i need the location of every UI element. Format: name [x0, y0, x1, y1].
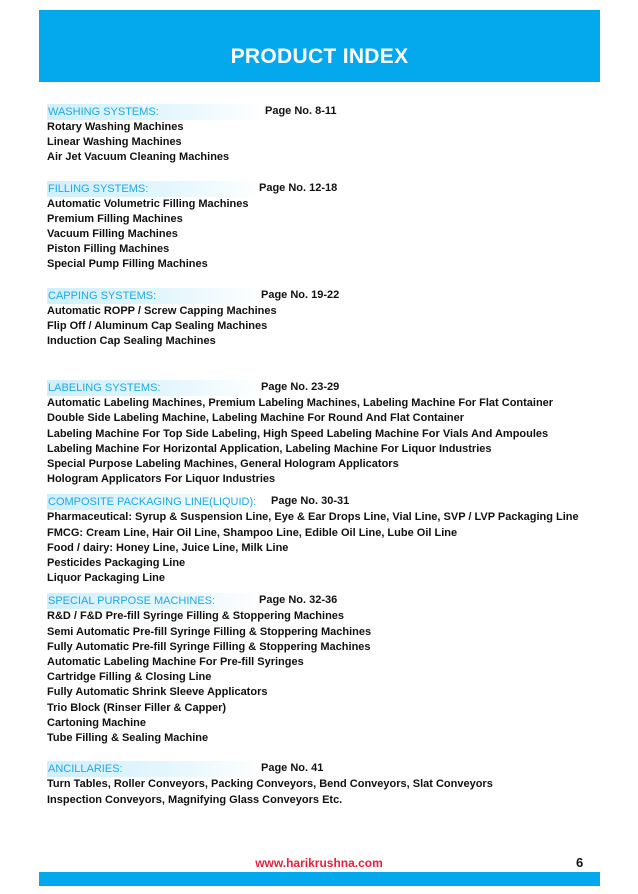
section-ancillaries	[47, 761, 607, 807]
section-page-ref: Page No. 8-11	[265, 105, 337, 117]
list-item: Cartridge Filling & Closing Line	[47, 671, 212, 684]
page-header	[39, 10, 600, 82]
section-header	[47, 593, 607, 609]
footer-website-link[interactable]: www.harikrushna.com	[255, 856, 383, 870]
product-index-content	[47, 104, 607, 808]
footer-bar	[39, 872, 600, 886]
section-title: LABELING SYSTEMS:	[48, 382, 161, 395]
section-title: FILLING SYSTEMS:	[48, 182, 149, 195]
section-title: COMPOSITE PACKAGING LINE(LIQUID):	[48, 496, 257, 509]
section-washing	[47, 104, 607, 166]
list-item: Pesticides Packaging Line	[47, 557, 186, 570]
section-header	[47, 380, 607, 396]
section-labeling	[47, 380, 607, 487]
section-title: CAPPING SYSTEMS:	[48, 289, 157, 302]
section-filling	[47, 181, 607, 273]
footer-page-number: 6	[576, 855, 584, 870]
section-page-ref: Page No. 32-36	[259, 594, 338, 607]
item-list	[47, 120, 607, 166]
list-item: Pharmaceutical: Syrup & Suspension Line, Eye & Ear Drops Line, Vial Line, SVP / LVP Packaging Line	[47, 511, 579, 524]
list-item: Linear Washing Machines	[47, 136, 182, 149]
section-page-ref: Page No. 23-29	[261, 381, 340, 394]
list-item: Piston Filling Machines	[47, 243, 170, 256]
section-header	[47, 288, 607, 304]
list-item: Tube Filling & Sealing Machine	[47, 732, 209, 745]
section-page-ref: Page No. 41	[261, 762, 324, 775]
section-capping	[47, 288, 607, 350]
list-item: Trio Block (Rinser Filler & Capper)	[47, 701, 227, 714]
section-page-ref: Page No. 30-31	[271, 495, 350, 508]
list-item: Fully Automatic Shrink Sleeve Applicators	[47, 686, 268, 699]
list-item: Turn Tables, Roller Conveyors, Packing Conveyors, Bend Conveyors, Slat Conveyors	[47, 778, 493, 791]
section-header	[47, 181, 607, 197]
item-list	[47, 777, 607, 807]
list-item: Labeling Machine For Top Side Labeling, High Speed Labeling Machine For Vials And Ampoules	[47, 427, 549, 440]
list-item: Induction Cap Sealing Machines	[47, 335, 216, 348]
list-item: Automatic Labeling Machine For Pre-fill Syringes	[47, 656, 304, 669]
list-item: Hologram Applicators For Liquor Industries	[47, 473, 276, 486]
list-item: Semi Automatic Pre-fill Syringe Filling & Stoppering Machines	[47, 625, 372, 638]
list-item: FMCG: Cream Line, Hair Oil Line, Shampoo Line, Edible Oil Line, Lube Oil Line	[47, 526, 458, 539]
item-list	[47, 609, 607, 746]
section-title: ANCILLARIES:	[48, 763, 123, 776]
list-item: Special Pump Filling Machines	[47, 258, 208, 271]
section-header	[47, 104, 607, 120]
list-item: Cartoning Machine	[47, 716, 147, 729]
section-page-ref: Page No. 19-22	[261, 288, 340, 301]
section-composite-packaging	[47, 494, 607, 586]
list-item: Automatic Labeling Machines, Premium Labeling Machines, Labeling Machine For Flat Container	[47, 397, 554, 410]
list-item: Automatic Volumetric Filling Machines	[47, 197, 249, 210]
list-item: Automatic ROPP / Screw Capping Machines	[47, 304, 277, 317]
list-item: R&D / F&D Pre-fill Syringe Filling & Stoppering Machines	[47, 610, 345, 623]
item-list	[47, 510, 607, 586]
list-item: Premium Filling Machines	[47, 212, 183, 225]
section-title: SPECIAL PURPOSE MACHINES:	[48, 595, 216, 608]
section-special-purpose	[47, 593, 607, 746]
item-list	[47, 197, 607, 273]
section-page-ref: Page No. 12-18	[259, 181, 338, 194]
list-item: Food / dairy: Honey Line, Juice Line, Milk Line	[47, 541, 289, 554]
list-item: Fully Automatic Pre-fill Syringe Filling & Stoppering Machines	[47, 640, 371, 653]
section-header	[47, 494, 607, 510]
list-item: Special Purpose Labeling Machines, General Hologram Applicators	[47, 458, 399, 471]
section-header	[47, 761, 607, 777]
section-title: WASHING SYSTEMS:	[48, 106, 159, 118]
list-item: Liquor Packaging Line	[47, 572, 165, 585]
page-title: PRODUCT INDEX	[230, 45, 409, 68]
list-item: Flip Off / Aluminum Cap Sealing Machines	[47, 319, 268, 332]
list-item: Vacuum Filling Machines	[47, 228, 178, 241]
list-item: Air Jet Vacuum Cleaning Machines	[47, 151, 230, 164]
list-item: Double Side Labeling Machine, Labeling Machine For Round And Flat Container	[47, 412, 465, 425]
item-list	[47, 396, 607, 487]
item-list	[47, 304, 607, 350]
list-item: Rotary Washing Machines	[47, 121, 184, 133]
list-item: Labeling Machine For Horizontal Application, Labeling Machine For Liquor Industries	[47, 442, 492, 455]
list-item: Inspection Conveyors, Magnifying Glass Conveyors Etc.	[47, 793, 343, 806]
